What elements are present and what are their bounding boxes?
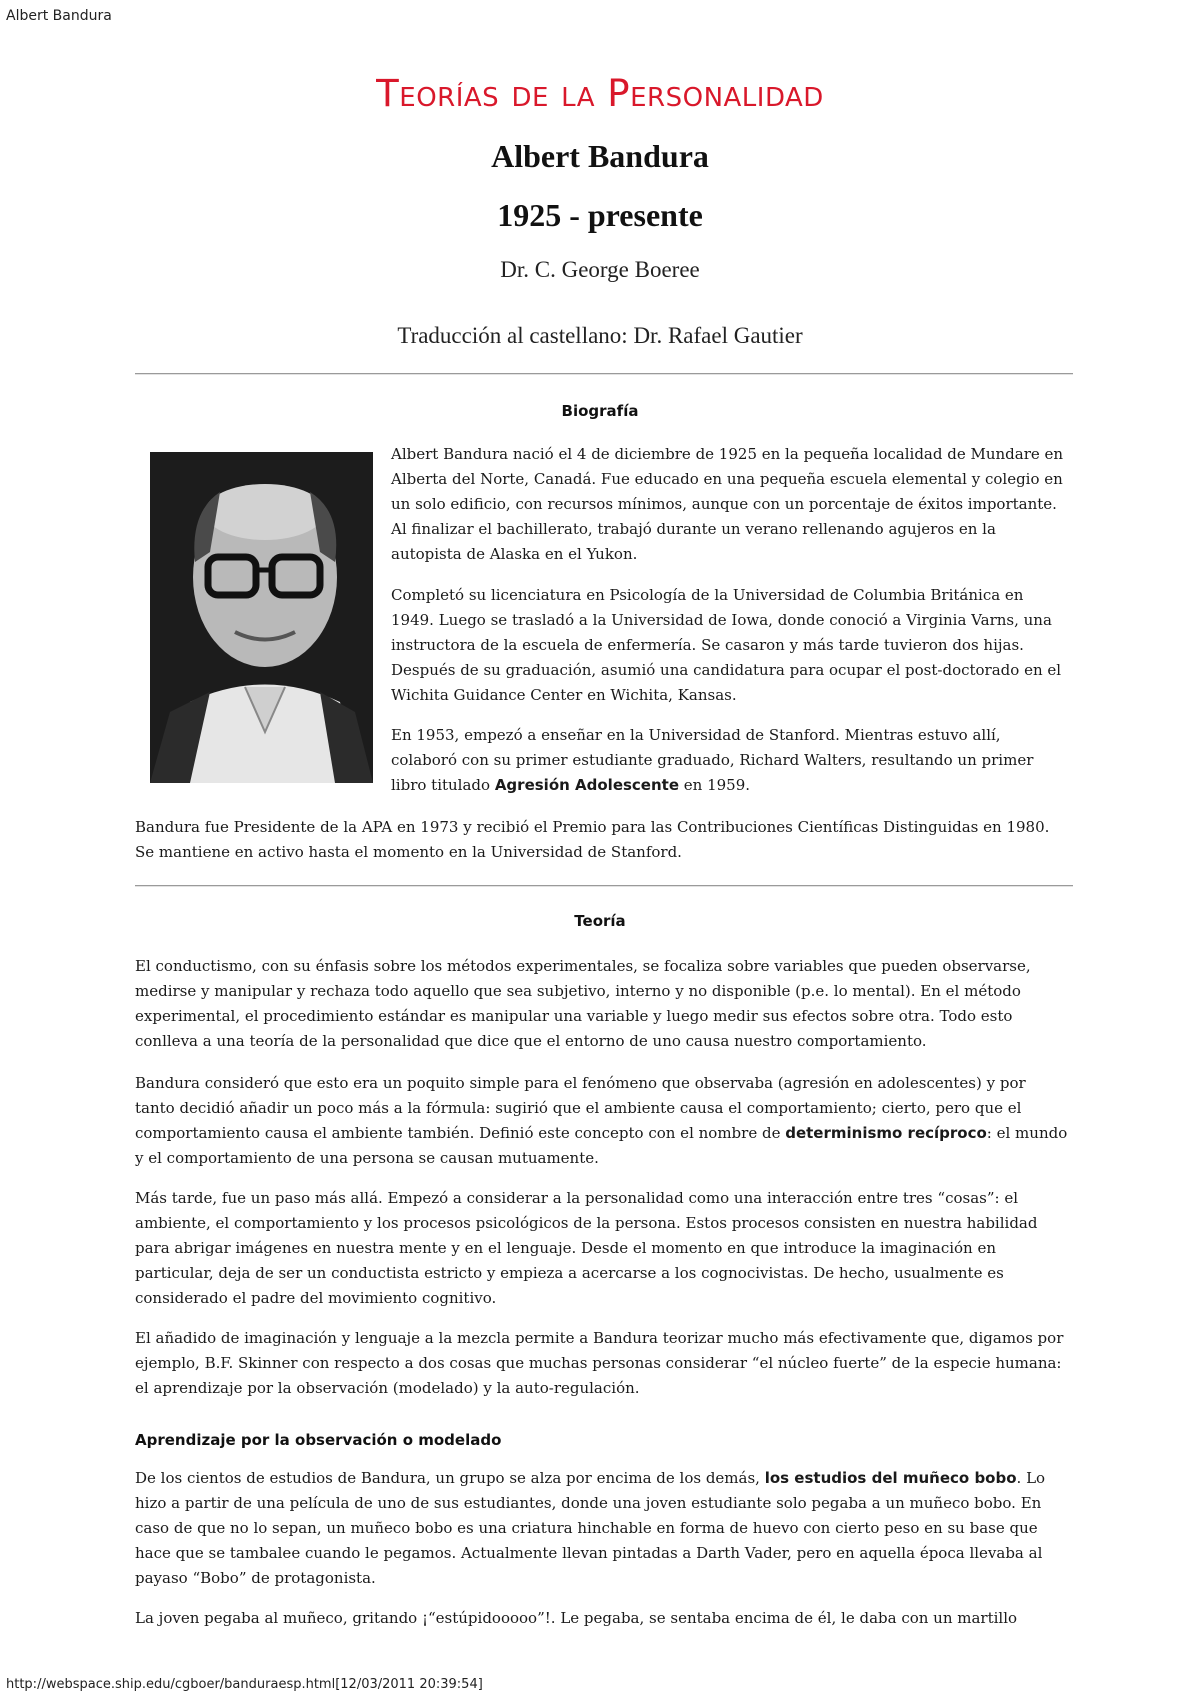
divider [135,885,1073,887]
theory-paragraph-4: El añadido de imaginación y lenguaje a la mezcla permite a Bandura teorizar mucho más efectivamente que, digamos por ejemplo, B.F. Skinner con respecto a dos cosas que muchas personas considerar “el núcleo fuerte” de la especie humana: el aprendizaje por la observación (modelado) y la auto-regulación. [135,1329,1064,1397]
theory-heading: Teoría [574,912,626,930]
theory-paragraph-2: Bandura consideró que esto era un poquito simple para el fenómeno que observaba (agresión en adolescentes) y por tanto decidió añadir un poco más a la fórmula: sugirió que el ambiente causa el comportamiento; cierto, pero que el comportamiento causa el ambiente también. Definió este concepto con el nombre de determinismo recíproco: el mundo y el comportamiento de una persona se causan mutuamente. [135,1074,1068,1167]
portrait-icon [150,452,373,783]
theory-paragraph-3: Más tarde, fue un paso más allá. Empezó a considerar a la personalidad como una interacción entre tres “cosas”: el ambiente, el comportamiento y los procesos psicológicos de la persona. Estos procesos consisten en nuestra habilidad para abrigar imágenes en nuestra mente y en el lenguaje. Desde el momento en que introduce la imaginación en particular, deja de ser un conductista estricto y empieza a acercarse a los cognocivistas. De hecho, usualmente es considerado el padre del movimiento cognitivo. [135,1189,1038,1307]
theory-paragraph-1: El conductismo, con su énfasis sobre los métodos experimentales, se focaliza sobre variables que pueden observarse, medirse y manipular y rechaza todo aquello que sea subjetivo, interno y no disponible (p.e. lo mental). En el método experimental, el procedimiento estándar es manipular una variable y luego medir sus efectos sobre otra. Todo esto conlleva a una teoría de la personalidad que dice que el entorno de uno causa nuestro comportamiento. [135,957,1031,1050]
print-header: Albert Bandura [6,8,112,24]
theory-paragraph-6: La joven pegaba al muñeco, gritando ¡“estúpidooooo”!. Le pegaba, se sentaba encima de él, le daba con un martillo [135,1609,1018,1627]
author-line: Dr. C. George Boeree [500,257,700,282]
biography-paragraph-2: Completó su licenciatura en Psicología de la Universidad de Columbia Británica en 1949. Luego se trasladó a la Universidad de Iowa, donde conoció a Virginia Varns, una instructora de la escuela de enfermería. Se casaron y más tarde tuvieron dos hijas. Después de su graduación, asumió una candidatura para ocupar el post-doctorado en el Wichita Guidance Center en Wichita, Kansas. [391,586,1062,704]
print-footer: http://webspace.ship.edu/cgboer/banduraesp.html[12/03/2011 20:39:54] [6,1677,483,1692]
page-title: Albert Bandura [491,138,709,174]
divider [135,373,1073,375]
reciprocal-determinism-term: determinismo recíproco [785,1124,987,1142]
site-title: Teorías de la Personalidad [376,72,824,115]
biography-heading: Biografía [561,402,639,420]
biography-paragraph-1: Albert Bandura nació el 4 de diciembre de 1925 en la pequeña localidad de Mundare en Alberta del Norte, Canadá. Fue educado en una pequeña escuela elemental y colegio en un solo edificio, con recursos mínimos, aunque con un porcentaje de éxitos importante. Al finalizar el bachillerato, trabajó durante un verano rellenando agujeros en la autopista de Alaska en el Yukon. [391,445,1064,563]
years-heading: 1925 - presente [497,197,703,233]
portrait-photo [150,452,373,783]
theory-paragraph-5: De los cientos de estudios de Bandura, un grupo se alza por encima de los demás, los estudios del muñeco bobo. Lo hizo a partir de una película de uno de sus estudiantes, donde una joven estudiante solo pegaba a un muñeco bobo. En caso de que no lo sepan, un muñeco bobo es una criatura hinchable en forma de huevo con cierto peso en su base que hace que se tambalee cuando le pegamos. Actualmente llevan pintadas a Darth Vader, pero en aquella época llevaba al payaso “Bobo” de protagonista. [135,1469,1046,1587]
modeling-subheading: Aprendizaje por la observación o modelado [135,1431,502,1449]
book-title: Agresión Adolescente [494,776,680,794]
biography-paragraph-4: Bandura fue Presidente de la APA en 1973 y recibió el Premio para las Contribuciones Científicas Distinguidas en 1980. Se mantiene en activo hasta el momento en la Universidad de Stanford. [135,818,1050,861]
translation-line: Traducción al castellano: Dr. Rafael Gautier [397,323,803,348]
bobo-doll-term: los estudios del muñeco bobo [764,1469,1017,1487]
biography-paragraph-3: En 1953, empezó a enseñar en la Universidad de Stanford. Mientras estuvo allí, colaboró con su primer estudiante graduado, Richard Walters, resultando un primer libro titulado Agresión Adolescente en 1959. [391,726,1034,794]
